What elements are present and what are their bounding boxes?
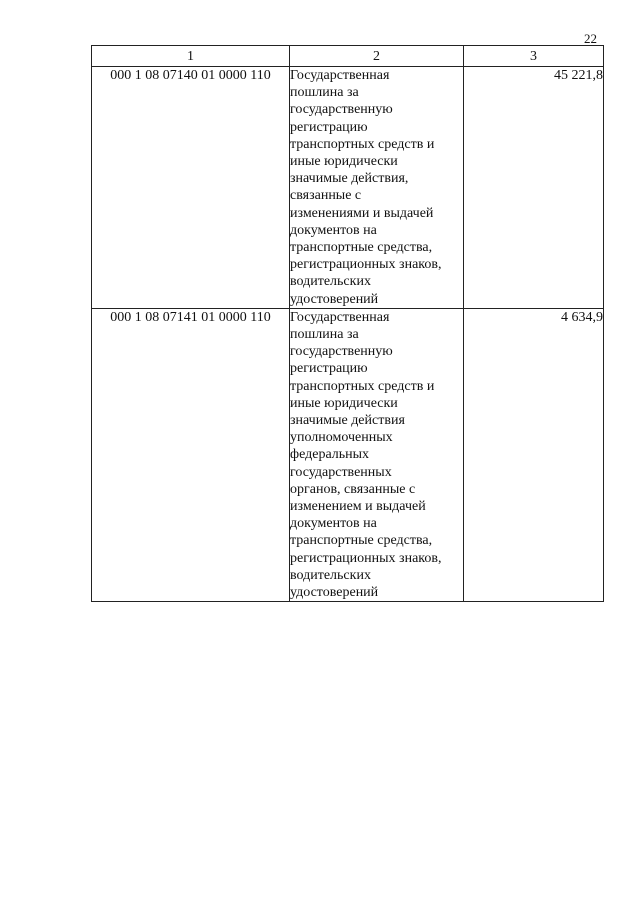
column-header-1: 1 — [92, 46, 290, 67]
amount-cell: 4 634,9 — [464, 308, 604, 601]
budget-table — [91, 45, 604, 602]
revenue-name-cell: Государственная пошлина за государственную регистрацию транспортных средств и иные юридически значимые действия уполномоченных федеральных государственных органов, связанные с изменением и выдачей документов на транспортные средства, регистрационных знаков, водительских удостоверений — [290, 308, 464, 601]
budget-code-cell: 000 1 08 07141 01 0000 110 — [92, 308, 290, 601]
revenue-name-cell: Государственная пошлина за государственную регистрацию транспортных средств и иные юридически значимые действия, связанные с изменениями и выдачей документов на транспортные средства, регистрационных знаков, водительских удостоверений — [290, 67, 464, 309]
column-header-2: 2 — [290, 46, 464, 67]
page-number: 22 — [584, 31, 597, 46]
table-row — [92, 67, 604, 309]
budget-code-cell: 000 1 08 07140 01 0000 110 — [92, 67, 290, 309]
amount-cell: 45 221,8 — [464, 67, 604, 309]
table-row — [92, 308, 604, 601]
column-header-3: 3 — [464, 46, 604, 67]
table-header-row — [92, 46, 604, 67]
